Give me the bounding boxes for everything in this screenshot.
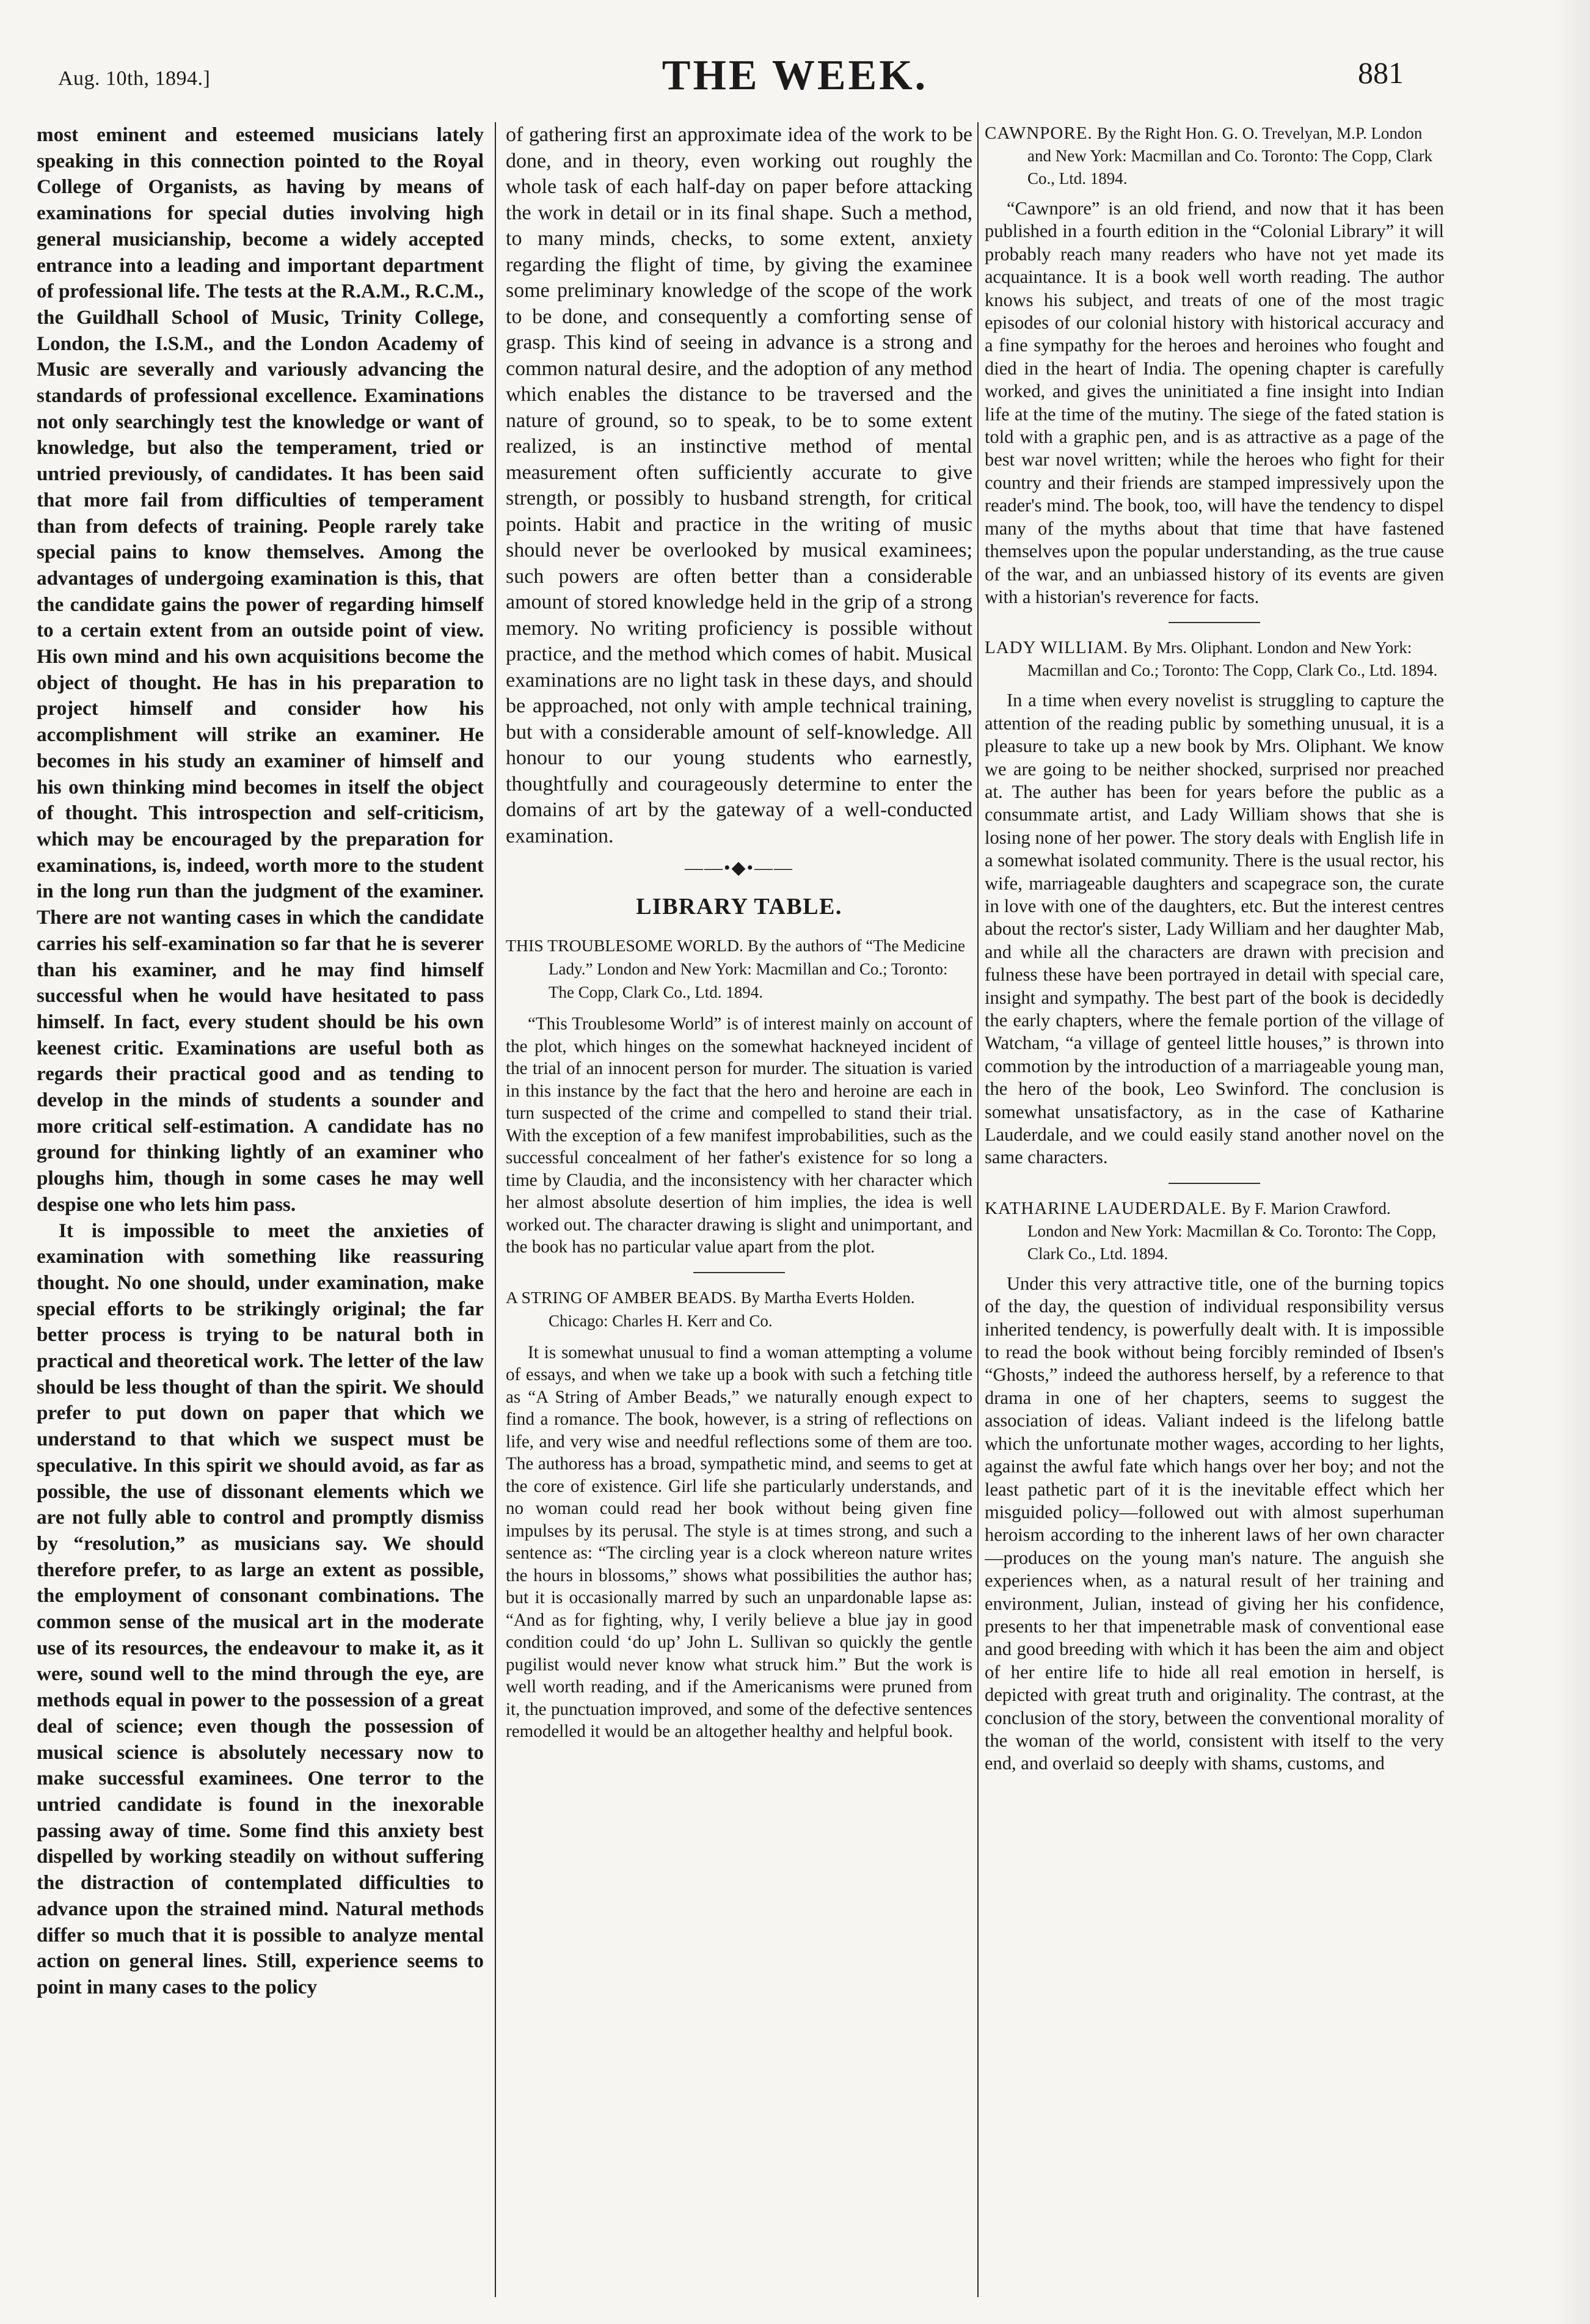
page-edge-shadow [1553,0,1590,2324]
article-paragraph: It is impossible to meet the anxieties of examination with something like reassuring thought. No one should, under examination, make special efforts to be strikingly original; the far better process is trying to be natural both in practical and theoretical work. The letter of the law should be less thought of than the spirit. We should prefer to put down on paper that which we understand to that which we suspect must be speculative. In this spirit we should avoid, as far as possible, the use of dissonant elements which we are not fully able to control and promptly dismiss by “resolution,” as musicians say. We should therefore prefer, to as large an extent as possible, the employment of consonant combinations. The common sense of the musical art in the moderate use of its resources, the endeavour to make it, as it were, sound well to the mind through the eye, are methods equal in power to the possession of a great deal of science; even though the possession of musical science is absolutely necessary now to make successful examinees. One terror to the untried candidate is found in the inexorable passing away of time. Some find this anxiety best dispelled by working steadily on without suffering the distraction of contemplated difficulties to advance upon the strained mind. Natural methods differ so much that it is possible to analyze mental action on general lines. Still, experience seems to point in many cases to the policy [37,1219,484,1998]
review-text: “This Troublesome World” is of interest mainly on account of the plot, which hinges on the somewhat hackneyed incident of the trial of an innocent person for murder. The situation is varied in this instance by the fact that the hero and heroine are each in turn suspected of the crime and compelled to stand their trial. With the exception of a few manifest improbabilities, such as the successful concealment of her father's existence for so long a time by Claudia, and the inconsistency with her character which her almost absolute desertion of him implies, the idea is well worked out. The character drawing is slight and unimportant, and the book has no particular value apart from the plot. [506,1014,972,1257]
column-rule-2 [977,122,979,2297]
article-paragraph: of gathering first an approximate idea of the work to be done, and in theory, even working out roughly the whole task of each half-day on paper before attacking the work in detail or in its final shape. Such a method, to many minds, checks, to some extent, anxiety regarding the flight of time, by giving the examinee some preliminary knowledge of the scope of the work to be done, and consequently a comforting sense of grasp. This kind of seeing in advance is a strong and common natural desire, and the adoption of any method which enables the distance to be traversed and the nature of ground, so to speak, to be to some extent realized, is an instinctive method of mental measurement often sufficiently accurate to give strength, or possibly to husband strength, for critical points. Habit and practice in the writing of music should never be overlooked by musical examinees; such powers are often better than a considerable amount of stored knowledge held in the grip of a strong memory. No writing proficiency is possible without practice, and the method which comes of habit. Musical examinations are no light task in these days, and should be approached, not only with ample technical training, but with a considerable amount of self-knowledge. All honour to our young students who earnestly, thoughtfully and courageously determine to enter the domains of art by the gateway of a well-conducted examination. [506,123,972,847]
review-byline: By the Right Hon. G. O. Trevelyan, M.P. London and New York: Macmillan and Co. Toronto: The Copp, Clark Co., Ltd. 1894. [1027,124,1433,188]
masthead [0,43,1590,104]
section-ornament: ——•◆•—— [684,858,794,878]
review-byline: By the authors of “The Medicine Lady.” London and New York: Macmillan and Co.; Toronto: The Copp, Clark Co., Ltd. 1894. [549,937,966,1001]
divider [693,1272,785,1273]
review-title: THIS TROUBLESOME WORLD. [506,937,743,956]
review-byline: By Mrs. Oliphant. London and New York: Macmillan and Co.; Toronto: The Copp, Clark Co., Ltd. 1894. [1027,638,1438,680]
issue-date: Aug. 10th, 1894.] [58,67,211,90]
review-title: KATHARINE LAUDERDALE. [985,1198,1227,1218]
review-heading [985,1197,1444,1265]
review-title: LADY WILLIAM. [985,638,1129,658]
column-3 [985,122,1444,2291]
divider [1169,1183,1260,1184]
review-heading [506,935,972,1004]
publication-title: THE WEEK. [662,52,928,99]
review-text: It is somewhat unusual to find a woman attempting a volume of essays, and when we take up a book with such a fetching title as “A String of Amber Beads,” we naturally enough expect to find a romance. The book, however, is a string of reflections on life, and very wise and needful reflections some of them are too. The authoress has a broad, sympathetic mind, and seems to get at the core of existence. Girl life she particularly understands, and no woman could read her book without being given fine impulses by its perusal. The style is at times strong, and such a sentence as: “The circling year is a clock whereon nature writes the hours in blossoms,” shows what possibilities the author has; but it is occasionally marred by such an unpardonable lapse as: “And as for fighting, why, I verily believe a blue jay in good condition could ‘do up’ John L. Sullivan so quickly the gentle pugilist would never know what struck him.” But the work is well worth reading, and if the Americanisms were pruned from it, the punctuation improved, and some of the defective sentences remodelled it would be an altogether healthy and helpful book. [506,1342,972,1741]
review-heading [985,637,1444,682]
review-byline: By Martha Everts Holden. Chicago: Charles H. Kerr and Co. [549,1288,915,1330]
column-2 [506,122,972,2291]
review-heading [506,1287,972,1333]
section-heading: LIBRARY TABLE. [636,894,842,919]
review-title: CAWNPORE. [985,123,1093,143]
article-paragraph: most eminent and esteemed musicians lately speaking in this connection pointed to the Royal College of Organists, as having by means of examinations for special duties involving high general musicianship, become a widely accepted entrance into a leading and important department of professional life. The tests at the R.A.M., R.C.M., the Guildhall School of Music, Trinity College, London, the I.S.M., and the London Academy of Music are severally and variously advancing the standards of professional excellence. Examinations not only searchingly test the knowledge or want of knowledge, but also the temperament, tried or untried previously, of candidates. It has been said that more fail from difficulties of temperament than from defects of training. People rarely take special pains to know themselves. Among the advantages of undergoing examination is this, that the candidate gains the power of regarding himself to a certain extent from an outside point of view. His own mind and his own acquisitions become the object of thought. He has in his preparation to project himself and consider how his accomplishment will strike an examiner. He becomes in his study an examiner of himself and his own thinking mind becomes in itself the object of thought. This introspection and self-criticism, which may be encouraged by the preparation for examinations, is, indeed, worth more to the student in the long run than the judgment of the examiner. There are not wanting cases in which the candidate carries his self-examination so far that he is severer than his examiner, and he may find himself successful when he would have hesitated to pass himself. In fact, every student should be his own keenest critic. Examinations are useful both as regards their practical good and as tending to develop in the minds of students a sounder and more critical self-estimation. A candidate has no ground for thinking lightly of an examiner who ploughs him, though in some cases he may well despise one who lets him pass. [37,123,484,1216]
review-heading [985,122,1444,190]
column-1 [37,122,484,2291]
column-rule-1 [495,122,496,2297]
page-number: 881 [1358,56,1404,90]
review-text: “Cawnpore” is an old friend, and now that it has been published in a fourth edition in the “Colonial Library” it will probably reach many readers who have not yet made its acquaintance. It is a book well worth reading. The author knows his subject, and treats of one of the most tragic episodes of our colonial history with historical accuracy and a fine sympathy for the heroes and heroines who fought and died in the heart of India. The opening chapter is carefully worked, and gives the uninitiated a fine insight into Indian life at the time of the mutiny. The siege of the fated station is told with a graphic pen, and is as attractive as a page of the best war novel written; while the heroes who fight for their country and their friends are stamped impressively upon the reader's mind. The book, too, will have the tendency to dispel many of the myths about that time that have fastened themselves upon the popular understanding, as the true cause of the war, and an unbiassed history of its events are given with a historian's reverence for facts. [985,198,1444,607]
divider [1169,622,1260,623]
review-title: A STRING OF AMBER BEADS. [506,1288,737,1307]
review-text: Under this very attractive title, one of the burning topics of the day, the question of individual responsibility versus inherited tendency, is powerfully dealt with. It is impossible to read the book without being forcibly reminded of Ibsen's “Ghosts,” indeed the authoress herself, by a reference to that drama in one of her chapters, seems to suggest the association of ideas. Valiant indeed is the lifelong battle which the unfortunate mother wages, according to her lights, against the awful fate which hangs over her boy; and not the least pathetic part of it is the inevitable effect which her misguided policy—followed out with almost superhuman heroism according to the inherent laws of her own character—produces on the young man's nature. The anguish she experiences when, as a natural result of her training and environment, Julian, instead of giving her his confidence, presents to her that impenetrable mask of conventional ease and good breeding with which it has been the aim and object of her entire life to hide all real emotion in herself, is depicted with great truth and originality. The contrast, at the conclusion of the story, between the conventional morality of the woman of the world, consistent with itself to the very end, and overlaid so deeply with shams, customs, and [985,1273,1444,1774]
review-byline: By F. Marion Crawford. London and New York: Macmillan & Co. Toronto: The Copp, Clark Co., Ltd. 1894. [1027,1199,1437,1263]
review-text: In a time when every novelist is struggling to capture the attention of the reading public by something unusual, it is a pleasure to take up a new book by Mrs. Oliphant. We know we are going to be neither shocked, surprised nor preached at. The auther has been for years before the public as a consummate artist, and Lady William shows that she is losing none of her power. The story deals with English life in a somewhat isolated community. There is the usual rector, his wife, marriageable daughters and scapegrace son, the curate in love with one of the daughters, etc. But the interest centres about the rector's sister, Lady William and her daughter Mab, and while all the characters are drawn with precision and fulness these have been portrayed in detail with special care, insight and sympathy. The best part of the book is decidedly the early chapters, where the female portion of the village of Watcham, “a village of genteel little houses,” is thrown into commotion by the introduction of a marriageable young man, the hero of the book, Leo Swinford. The conclusion is somewhat unsatisfactory, as in the case of Katharine Lauderdale, and we could easily stand another novel on the same characters. [985,690,1444,1168]
